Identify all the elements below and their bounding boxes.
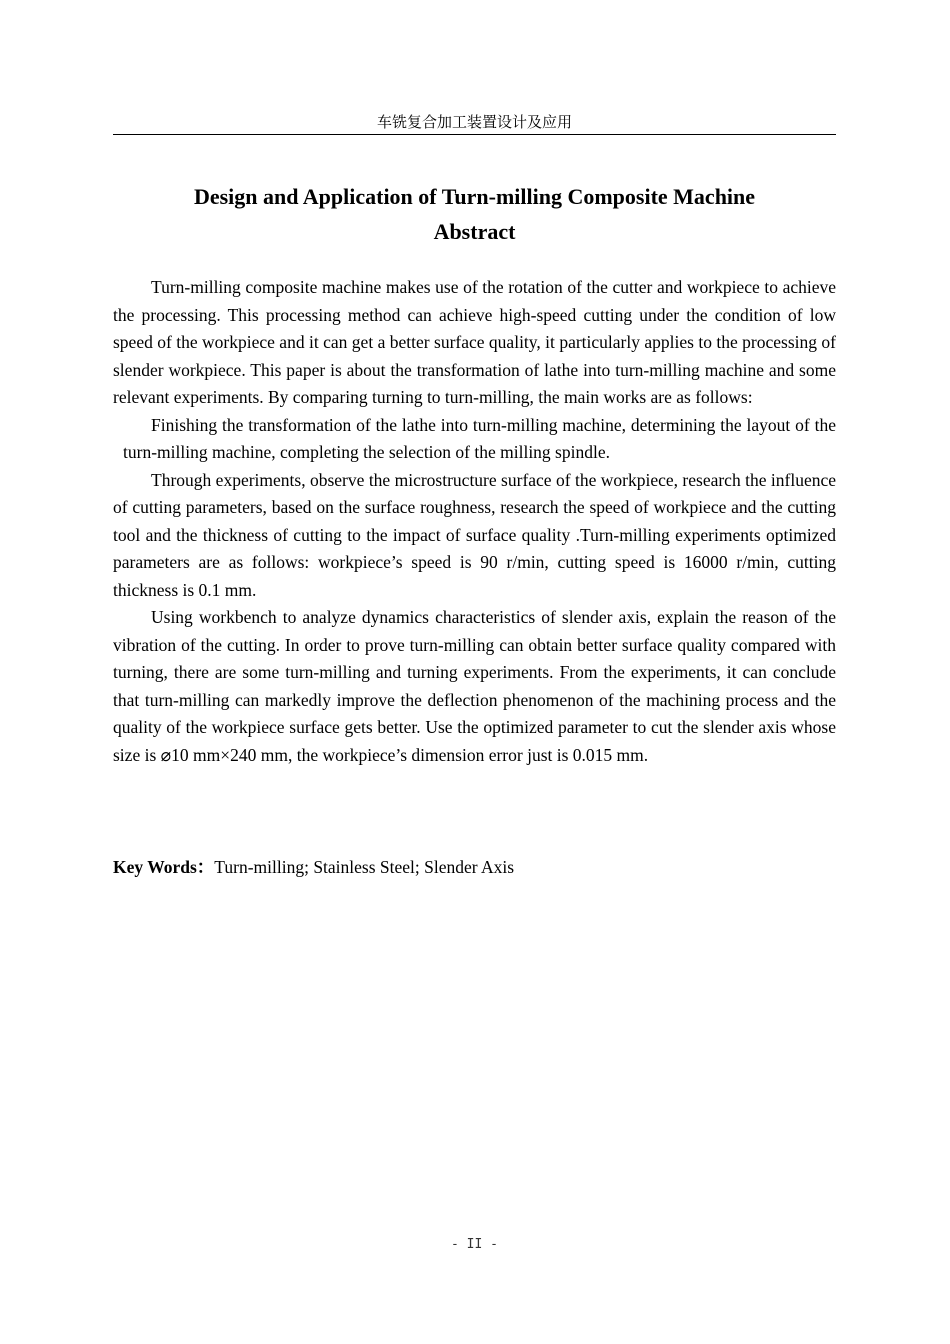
running-header: 车铣复合加工装置设计及应用	[113, 112, 836, 135]
abstract-body	[113, 274, 836, 769]
abstract-paragraph-3: Through experiments, observe the microstructure surface of the workpiece, research the influence of cutting parameters, based on the surface roughness, research the speed of workpiece and the cutting tool and the thickness of cutting to the impact of surface quality .Turn-milling experiments optimized parameters are as follows: workpiece’s speed is 90 r/min, cutting speed is 16000 r/min, cutting thickness is 0.1 mm.	[113, 469, 836, 600]
abstract-paragraph-1: Turn-milling composite machine makes use of the rotation of the cutter and workpiece to achieve the processing. This processing method can achieve high-speed cutting under the condition of low speed of the workpiece and it can get a better surface quality, it particularly applies to the processing of slender workpiece. This paper is about the transformation of lathe into turn-milling machine and some relevant experiments. By comparing turning to turn-milling, the main works are as follows:	[113, 277, 836, 407]
abstract-paragraph-4: Using workbench to analyze dynamics characteristics of slender axis, explain the reason of the vibration of the cutting. In order to prove turn-milling can obtain better surface quality compared with turning, there are some turn-milling and turning experiments. From the experiments, it can conclude that turn-milling can markedly improve the deflection phenomenon of the machining process and the quality of the workpiece surface gets better. Use the optimized parameter to cut the slender axis whose size is ⌀10 mm×240 mm, the workpiece’s dimension error just is 0.015 mm.	[113, 607, 836, 765]
abstract-heading: Abstract	[433, 219, 516, 244]
keywords-line	[113, 854, 836, 882]
keywords-label: Key Words：	[113, 857, 215, 877]
page-number: - II -	[451, 1237, 498, 1252]
keywords-value: Turn-milling; Stainless Steel; Slender Axis	[214, 857, 515, 877]
paper-title: Design and Application of Turn-milling Composite Machine	[193, 184, 756, 209]
abstract-paragraph-2: Finishing the transformation of the lathe into turn-milling machine, determining the layout of the turn-milling machine, completing the selection of the milling spindle.	[123, 414, 836, 462]
